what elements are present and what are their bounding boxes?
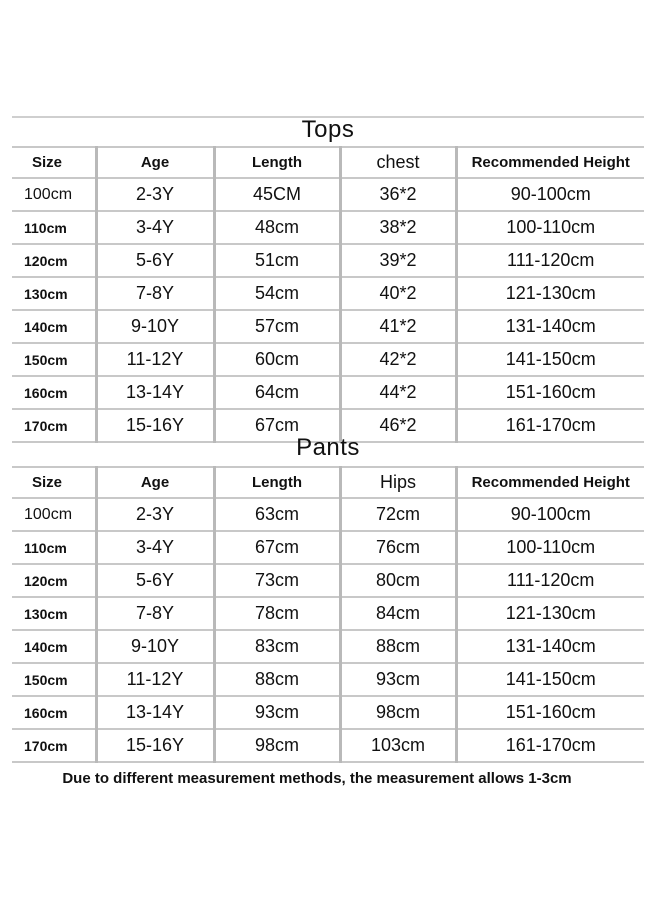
- age-cell: 7-8Y: [96, 597, 214, 630]
- chest-cell: 36*2: [340, 178, 456, 211]
- age-cell: 2-3Y: [96, 178, 214, 211]
- length-cell: 88cm: [214, 663, 340, 696]
- height-cell: 90-100cm: [456, 498, 644, 531]
- length-cell: 67cm: [214, 531, 340, 564]
- height-cell: 100-110cm: [456, 211, 644, 244]
- chest-cell: 42*2: [340, 343, 456, 376]
- size-cell: 100cm: [12, 178, 96, 211]
- length-cell: 93cm: [214, 696, 340, 729]
- table-row: [12, 498, 644, 531]
- length-cell: 60cm: [214, 343, 340, 376]
- size-cell: 110cm: [12, 531, 96, 564]
- table-row: [12, 310, 644, 343]
- age-cell: 5-6Y: [96, 564, 214, 597]
- size-cell: 140cm: [12, 310, 96, 343]
- chest-cell: 38*2: [340, 211, 456, 244]
- height-cell: 151-160cm: [456, 376, 644, 409]
- table-row: [12, 376, 644, 409]
- age-cell: 13-14Y: [96, 696, 214, 729]
- size-cell: 110cm: [12, 211, 96, 244]
- age-cell: 7-8Y: [96, 277, 214, 310]
- tops-title: Tops: [301, 116, 355, 143]
- hips-cell: 76cm: [340, 531, 456, 564]
- measurement-note: Due to different measurement methods, the measurement allows 1-3cm: [62, 770, 572, 787]
- table-row: [12, 211, 644, 244]
- length-cell: 51cm: [214, 244, 340, 277]
- height-cell: 90-100cm: [456, 178, 644, 211]
- length-cell: 64cm: [214, 376, 340, 409]
- length-cell: 78cm: [214, 597, 340, 630]
- size-cell: 170cm: [12, 729, 96, 762]
- length-cell: 57cm: [214, 310, 340, 343]
- size-cell: 140cm: [12, 630, 96, 663]
- height-cell: 131-140cm: [456, 310, 644, 343]
- height-cell: 121-130cm: [456, 277, 644, 310]
- hips-cell: 80cm: [340, 564, 456, 597]
- chest-cell: 40*2: [340, 277, 456, 310]
- age-cell: 13-14Y: [96, 376, 214, 409]
- table-row: [12, 564, 644, 597]
- pants-header-age: Age: [96, 467, 214, 498]
- age-cell: 5-6Y: [96, 244, 214, 277]
- age-cell: 3-4Y: [96, 211, 214, 244]
- age-cell: 2-3Y: [96, 498, 214, 531]
- chest-cell: 41*2: [340, 310, 456, 343]
- height-cell: 141-150cm: [456, 663, 644, 696]
- hips-cell: 98cm: [340, 696, 456, 729]
- pants-header-recommended-height: Recommended Height: [456, 467, 644, 498]
- table-row: [12, 630, 644, 663]
- length-cell: 73cm: [214, 564, 340, 597]
- table-row: [12, 178, 644, 211]
- length-cell: 54cm: [214, 277, 340, 310]
- table-row: [12, 729, 644, 762]
- table-row: [12, 597, 644, 630]
- hips-cell: 88cm: [340, 630, 456, 663]
- chest-cell: 39*2: [340, 244, 456, 277]
- pants-header-length: Length: [214, 467, 340, 498]
- table-row: [12, 343, 644, 376]
- table-row: [12, 696, 644, 729]
- hips-cell: 72cm: [340, 498, 456, 531]
- size-cell: 160cm: [12, 376, 96, 409]
- height-cell: 161-170cm: [456, 729, 644, 762]
- tops-header-recommended-height: Recommended Height: [456, 147, 644, 178]
- length-cell: 45CM: [214, 178, 340, 211]
- length-cell: 48cm: [214, 211, 340, 244]
- hips-cell: 93cm: [340, 663, 456, 696]
- tops-size-table: [12, 146, 644, 443]
- size-cell: 160cm: [12, 696, 96, 729]
- tops-header-size: Size: [12, 147, 96, 178]
- table-row: [12, 663, 644, 696]
- age-cell: 15-16Y: [96, 729, 214, 762]
- tops-header-row: [12, 147, 644, 178]
- table-row: [12, 531, 644, 564]
- pants-header-size: Size: [12, 467, 96, 498]
- length-cell: 63cm: [214, 498, 340, 531]
- height-cell: 141-150cm: [456, 343, 644, 376]
- pants-header-row: [12, 467, 644, 498]
- pants-size-table: [12, 466, 644, 763]
- hips-cell: 103cm: [340, 729, 456, 762]
- table-row: [12, 277, 644, 310]
- size-cell: 150cm: [12, 663, 96, 696]
- height-cell: 131-140cm: [456, 630, 644, 663]
- size-cell: 170cm: [12, 409, 96, 442]
- height-cell: 100-110cm: [456, 531, 644, 564]
- age-cell: 3-4Y: [96, 531, 214, 564]
- length-cell: 83cm: [214, 630, 340, 663]
- size-cell: 130cm: [12, 597, 96, 630]
- table-row: [12, 244, 644, 277]
- height-cell: 161-170cm: [456, 409, 644, 442]
- size-cell: 100cm: [12, 498, 96, 531]
- length-cell: 98cm: [214, 729, 340, 762]
- hips-cell: 84cm: [340, 597, 456, 630]
- chest-cell: 46*2: [340, 409, 456, 442]
- age-cell: 9-10Y: [96, 310, 214, 343]
- height-cell: 111-120cm: [456, 564, 644, 597]
- height-cell: 121-130cm: [456, 597, 644, 630]
- chest-cell: 44*2: [340, 376, 456, 409]
- age-cell: 11-12Y: [96, 663, 214, 696]
- length-cell: 67cm: [214, 409, 340, 442]
- height-cell: 111-120cm: [456, 244, 644, 277]
- size-cell: 150cm: [12, 343, 96, 376]
- height-cell: 151-160cm: [456, 696, 644, 729]
- tops-header-age: Age: [96, 147, 214, 178]
- age-cell: 11-12Y: [96, 343, 214, 376]
- pants-header-hips: Hips: [340, 467, 456, 498]
- size-cell: 120cm: [12, 564, 96, 597]
- tops-header-length: Length: [214, 147, 340, 178]
- age-cell: 15-16Y: [96, 409, 214, 442]
- age-cell: 9-10Y: [96, 630, 214, 663]
- size-cell: 120cm: [12, 244, 96, 277]
- pants-title: Pants: [296, 434, 360, 461]
- tops-header-chest: chest: [340, 147, 456, 178]
- size-cell: 130cm: [12, 277, 96, 310]
